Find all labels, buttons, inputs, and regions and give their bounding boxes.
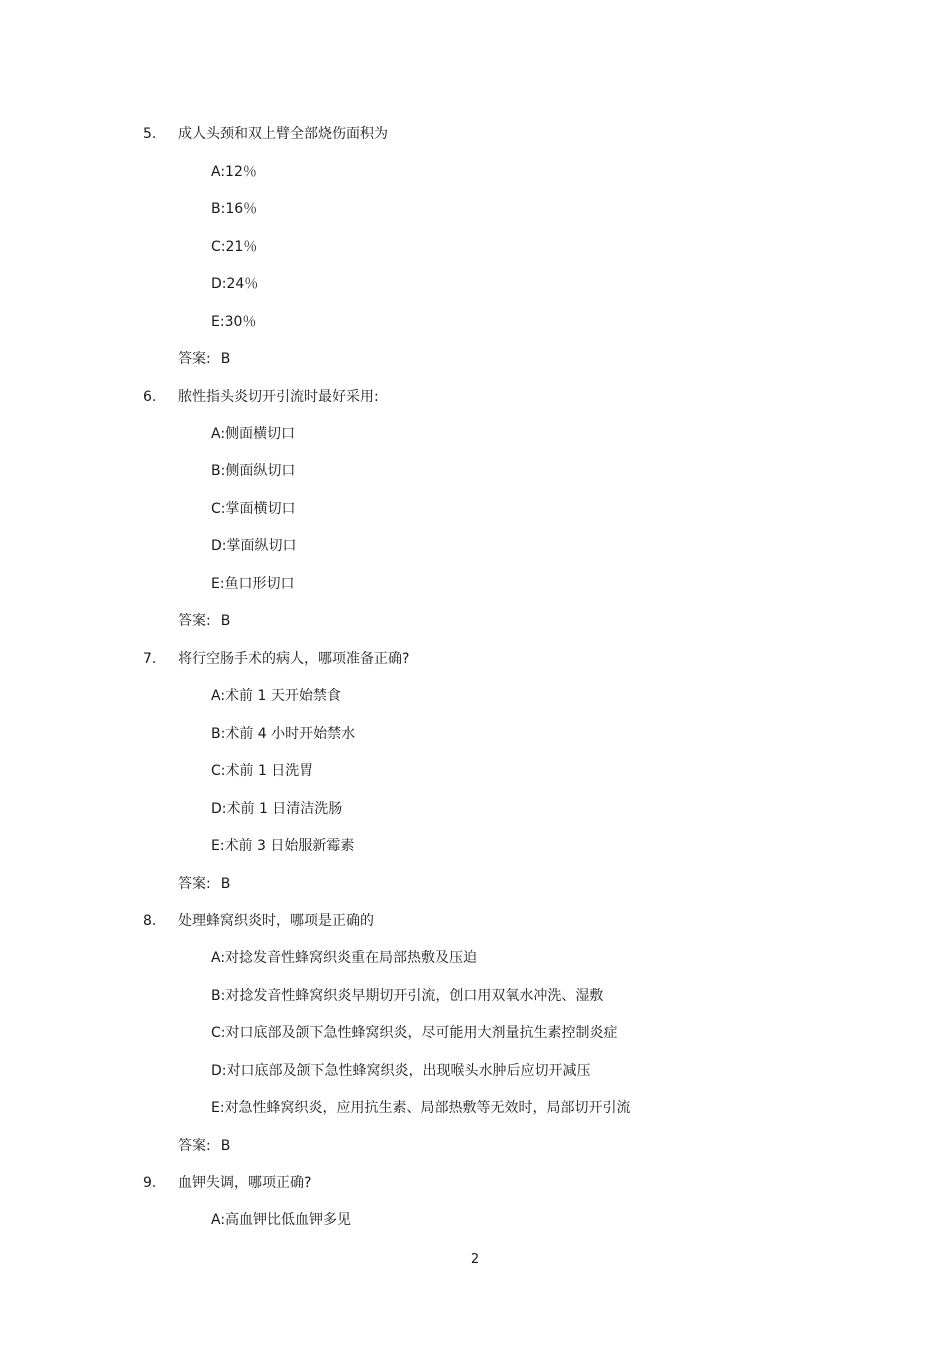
answer-line <box>178 1136 230 1156</box>
option-a: A:高血钾比低血钾多见 <box>211 1212 352 1228</box>
question-stem: 脓性指头炎切开引流时最好采用: <box>178 389 379 405</box>
option-a: A:12％ <box>211 164 257 180</box>
option-b: B:对捻发音性蜂窝织炎早期切开引流，创口用双氧水冲洗、湿敷 <box>211 988 604 1004</box>
question-number: 8. <box>143 913 157 929</box>
option-b: B:16％ <box>211 201 258 217</box>
option-c: C:对口底部及颌下急性蜂窝织炎，尽可能用大剂量抗生素控制炎症 <box>211 1025 618 1041</box>
answer-label: 答案: <box>178 876 211 892</box>
option-d: D:掌面纵切口 <box>211 538 297 554</box>
answer-label: 答案: <box>178 613 211 629</box>
option-c: C:掌面横切口 <box>211 501 296 517</box>
question-number: 6. <box>143 389 157 405</box>
question-number: 5. <box>143 126 157 142</box>
question-stem: 将行空肠手术的病人，哪项准备正确? <box>178 651 410 667</box>
option-b: B:术前 4 小时开始禁水 <box>211 726 356 742</box>
option-e: E:对急性蜂窝织炎，应用抗生素、局部热敷等无效时，局部切开引流 <box>211 1100 631 1116</box>
option-d: D:术前 1 日清洁洗肠 <box>211 801 343 817</box>
answer-line <box>178 349 230 369</box>
option-c: C:21％ <box>211 239 258 255</box>
answer-label: 答案: <box>178 351 211 367</box>
question-stem: 血钾失调，哪项正确? <box>178 1175 312 1191</box>
question-number: 7. <box>143 651 157 667</box>
answer-label: 答案: <box>178 1138 211 1154</box>
option-e: E:鱼口形切口 <box>211 576 295 592</box>
answer-line <box>178 874 230 894</box>
option-a: A:术前 1 天开始禁食 <box>211 688 341 704</box>
question-stem: 成人头颈和双上臂全部烧伤面积为 <box>178 126 388 142</box>
question-stem: 处理蜂窝织炎时，哪项是正确的 <box>178 913 374 929</box>
option-d: D:24％ <box>211 276 259 292</box>
page-number: 2 <box>470 1252 480 1267</box>
answer-value: B <box>220 613 231 629</box>
question-number: 9. <box>143 1175 157 1191</box>
option-a: A:侧面横切口 <box>211 426 296 442</box>
answer-line <box>178 611 230 631</box>
answer-value: B <box>220 1138 231 1154</box>
option-a: A:对捻发音性蜂窝织炎重在局部热敷及压迫 <box>211 950 478 966</box>
option-e: E:术前 3 日始服新霉素 <box>211 838 355 854</box>
option-b: B:侧面纵切口 <box>211 463 296 479</box>
answer-value: B <box>220 351 231 367</box>
option-d: D:对口底部及颌下急性蜂窝织炎，出现喉头水肿后应切开减压 <box>211 1063 591 1079</box>
option-e: E:30％ <box>211 314 257 330</box>
answer-value: B <box>220 876 231 892</box>
option-c: C:术前 1 日洗胃 <box>211 763 314 779</box>
